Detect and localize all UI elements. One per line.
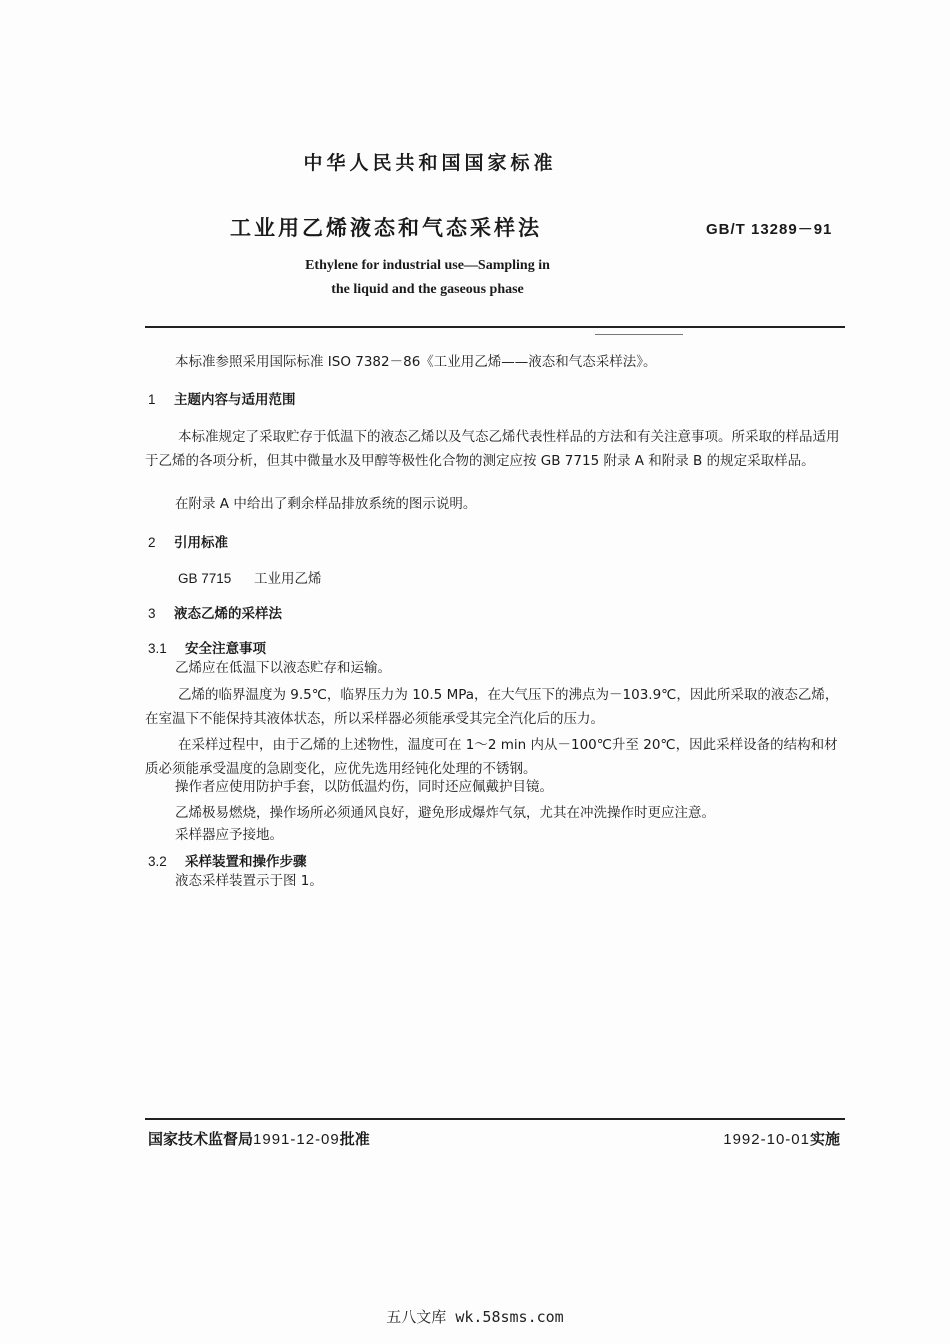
standard-number: GB/T 13289－91 <box>706 221 833 238</box>
effective-info <box>723 1128 840 1149</box>
site-watermark: 五八文库 wk.58sms.com <box>386 1308 564 1326</box>
title-en-line1: Ethylene for industrial use—Sampling in <box>305 258 550 273</box>
section-2-heading <box>148 531 228 551</box>
subsection-3-1-paragraph-5: 乙烯极易燃烧，操作场所必须通风良好，避免形成爆炸气氛，尤其在冲洗操作时更应注意。 <box>175 805 715 821</box>
subsection-3-1-paragraph-3: 在采样过程中，由于乙烯的上述物性，温度可在 1～2 min 内从－100℃升至 20℃，因此采样设备的结构和材质必须能承受温度的急剧变化，应优先选用经钝化处理的不锈钢。 <box>145 737 838 777</box>
section-title: 主题内容与适用范围 <box>174 392 296 408</box>
subsection-3-2-heading <box>148 850 307 870</box>
approval-label: 批准 <box>339 1130 370 1148</box>
subsection-3-1-paragraph-4: 操作者应使用防护手套，以防低温灼伤，同时还应佩戴护目镜。 <box>175 779 553 795</box>
referenced-standard-code: GB 7715 <box>178 571 232 586</box>
subsection-3-1-heading <box>148 637 266 657</box>
national-standard-label: 中华人民共和国国家标准 <box>303 152 557 174</box>
section-3-heading <box>148 602 282 622</box>
header-divider-short <box>595 334 683 335</box>
subsection-3-1-paragraph-1: 乙烯应在低温下以液态贮存和运输。 <box>175 660 391 676</box>
referenced-standard-title: 工业用乙烯 <box>254 571 322 587</box>
section-1-paragraph-2: 在附录 A 中给出了剩余样品排放系统的图示说明。 <box>175 496 477 512</box>
subsection-number: 3.1 <box>148 641 167 656</box>
document-title-en <box>0 254 855 302</box>
section-1-heading <box>148 388 296 408</box>
intro-paragraph: 本标准参照采用国际标准 ISO 7382－86《工业用乙烯——液态和气态采样法》。 <box>175 354 657 370</box>
section-1-paragraph-1: 本标准规定了采取贮存于低温下的液态乙烯以及气态乙烯代表性样品的方法和有关注意事项。所采取的样品适用于乙烯的各项分析，但其中微量水及甲醇等极性化合物的测定应按 GB 7715 附录 A 和附录 B 的规定采取样品。 <box>145 429 840 469</box>
subsection-number: 3.2 <box>148 854 167 869</box>
approval-info <box>148 1128 370 1149</box>
subsection-3-1-paragraph-2: 乙烯的临界温度为 9.5℃，临界压力为 10.5 MPa，在大气压下的沸点为－103.9℃，因此所采取的液态乙烯，在室温下不能保持其液体状态，所以采样器必须能承受其完全汽化后的压力。 <box>145 687 839 727</box>
section-number: 2 <box>148 535 156 550</box>
section-number: 3 <box>148 606 156 621</box>
effective-date: 1992-10-01 <box>723 1131 810 1148</box>
title-en-line2: the liquid and the gaseous phase <box>331 282 524 297</box>
referenced-standard <box>178 567 322 587</box>
document-title-cn: 工业用乙烯液态和气态采样法 <box>230 216 542 240</box>
subsection-title: 采样装置和操作步骤 <box>185 854 307 870</box>
section-title: 液态乙烯的采样法 <box>174 606 282 622</box>
section-number: 1 <box>148 392 156 407</box>
approval-date: 1991-12-09 <box>253 1131 340 1148</box>
subsection-3-1-paragraph-6: 采样器应予接地。 <box>175 827 283 843</box>
subsection-title: 安全注意事项 <box>185 641 266 657</box>
subsection-3-2-paragraph-1: 液态采样装置示于图 1。 <box>175 873 323 889</box>
footer-divider <box>145 1118 845 1120</box>
issuing-authority: 国家技术监督局 <box>148 1130 254 1148</box>
section-title: 引用标准 <box>174 535 228 551</box>
header-divider <box>145 326 845 328</box>
effective-label: 实施 <box>809 1130 840 1148</box>
